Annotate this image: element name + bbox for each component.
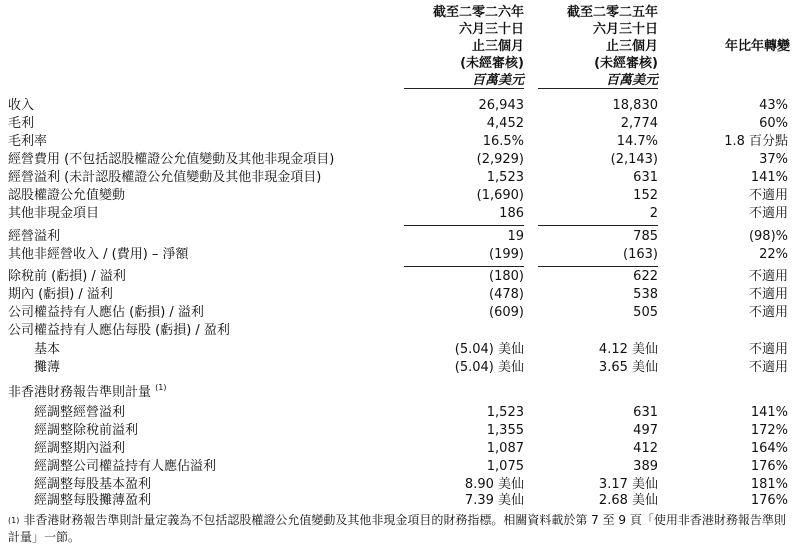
row-label: 公司權益持有人應佔 (虧損) / 溢利 bbox=[8, 305, 204, 320]
header-rule bbox=[538, 88, 658, 89]
value-2025: 389 bbox=[633, 459, 658, 474]
row-label: 經調整期內溢利 bbox=[34, 441, 126, 456]
value-2026: 1,355 bbox=[486, 423, 524, 438]
value-2025: 497 bbox=[633, 423, 658, 438]
value-2026: (478) bbox=[489, 287, 524, 302]
value-yoy: 22% bbox=[759, 247, 788, 262]
table-row bbox=[0, 169, 800, 187]
value-yoy: 141% bbox=[750, 170, 788, 185]
table-row bbox=[0, 440, 800, 458]
value-2025: 3.65 美仙 bbox=[598, 360, 658, 375]
header-line: (未經審核) bbox=[594, 56, 658, 71]
header-line: 六月三十日 bbox=[592, 22, 658, 37]
value-2025: 412 bbox=[633, 441, 658, 456]
row-label: 經營溢利 (未計認股權證公允值變動及其他非現金項目) bbox=[8, 170, 322, 185]
value-2026: 1,075 bbox=[486, 459, 524, 474]
value-yoy: 43% bbox=[759, 98, 788, 113]
row-label: 經調整除稅前溢利 bbox=[34, 423, 139, 438]
table-row bbox=[0, 341, 800, 359]
value-2025: 622 bbox=[633, 269, 658, 284]
row-label: 其他非經營收入 / (費用) – 淨額 bbox=[8, 247, 189, 262]
footnote-marker: (1) bbox=[8, 516, 20, 525]
value-yoy: 37% bbox=[759, 152, 788, 167]
value-2025: 538 bbox=[633, 287, 658, 302]
value-yoy: 不適用 bbox=[748, 206, 788, 221]
table-row bbox=[0, 492, 800, 510]
table-row bbox=[0, 115, 800, 133]
value-yoy: (98)% bbox=[748, 229, 788, 244]
row-label: 經調整經營溢利 bbox=[34, 405, 126, 420]
table-row bbox=[0, 246, 800, 264]
value-2026: (609) bbox=[489, 305, 524, 320]
row-label: 其他非現金項目 bbox=[8, 206, 100, 221]
value-2026: (1,690) bbox=[476, 188, 524, 203]
value-2026: 26,943 bbox=[478, 98, 524, 113]
value-2025: 2.68 美仙 bbox=[598, 493, 658, 508]
value-2025: 631 bbox=[633, 405, 658, 420]
value-2025: 4.12 美仙 bbox=[598, 342, 658, 357]
row-label: 認股權證公允值變動 bbox=[8, 188, 126, 203]
row-label: 攤薄 bbox=[34, 360, 61, 375]
footnote-reference: (1) bbox=[155, 383, 167, 392]
value-2026: (5.04) 美仙 bbox=[454, 342, 524, 357]
table-row bbox=[0, 422, 800, 440]
row-label: 除稅前 (虧損) / 溢利 bbox=[8, 269, 126, 284]
table-row bbox=[0, 228, 800, 246]
row-label: 經營費用 (不包括認股權證公允值變動及其他非現金項目) bbox=[8, 152, 335, 167]
value-yoy: 不適用 bbox=[748, 188, 788, 203]
table-row bbox=[0, 322, 800, 340]
row-label: 毛利率 bbox=[8, 134, 48, 149]
row-label: 公司權益持有人應佔每股 (虧損) / 盈利 bbox=[8, 323, 230, 338]
value-2025: 14.7% bbox=[616, 134, 658, 149]
column-header-2025 bbox=[478, 4, 658, 89]
value-2026: (180) bbox=[489, 269, 524, 284]
section-heading-label bbox=[8, 384, 167, 402]
value-yoy: 1.8 百分點 bbox=[724, 134, 788, 149]
row-label: 期內 (虧損) / 溢利 bbox=[8, 287, 113, 302]
value-yoy: 不適用 bbox=[748, 305, 788, 320]
value-2025: 18,830 bbox=[612, 98, 658, 113]
value-yoy: 60% bbox=[759, 116, 788, 131]
table-row bbox=[0, 205, 800, 223]
section-heading-text: 非香港財務報告準則計量 bbox=[8, 385, 152, 400]
value-2025: 631 bbox=[633, 170, 658, 185]
subtotal-rule bbox=[404, 225, 524, 226]
value-2025: 3.17 美仙 bbox=[598, 477, 658, 492]
value-2025: (163) bbox=[623, 247, 658, 262]
value-2026: 7.39 美仙 bbox=[464, 493, 524, 508]
table-row bbox=[0, 304, 800, 322]
table-row bbox=[0, 97, 800, 115]
value-2026: 16.5% bbox=[482, 134, 524, 149]
value-yoy: 不適用 bbox=[748, 287, 788, 302]
value-2026: 1,087 bbox=[486, 441, 524, 456]
value-2025: 2 bbox=[649, 206, 658, 221]
value-yoy: 不適用 bbox=[748, 360, 788, 375]
value-2025: 505 bbox=[633, 305, 658, 320]
value-2026: 8.90 美仙 bbox=[464, 477, 524, 492]
footnote bbox=[8, 512, 792, 546]
column-header-yoy bbox=[670, 38, 790, 55]
value-yoy: 164% bbox=[750, 441, 788, 456]
row-label: 經調整公司權益持有人應佔溢利 bbox=[34, 459, 217, 474]
row-label: 基本 bbox=[34, 342, 61, 357]
subtotal-rule bbox=[538, 225, 658, 226]
header-rule bbox=[404, 88, 524, 89]
header-line: 截至二零二五年 bbox=[566, 5, 658, 20]
row-label: 收入 bbox=[8, 98, 35, 113]
row-label: 毛利 bbox=[8, 116, 35, 131]
subtotal-rule bbox=[538, 266, 658, 267]
header-line: 止三個月 bbox=[471, 39, 524, 54]
footnote-text: 非香港財務報告準則計量定義為不包括認股權證公允值變動及其他非現金項目的財務指標。相關資料載於第 7 至 9 頁「使用非香港財務報告準則計量」一節。 bbox=[8, 513, 786, 544]
value-2025: (2,143) bbox=[610, 152, 658, 167]
value-2026: (199) bbox=[489, 247, 524, 262]
table-row bbox=[0, 286, 800, 304]
table-row bbox=[0, 359, 800, 377]
unit-label: 百萬美元 bbox=[471, 73, 524, 88]
row-label: 經營溢利 bbox=[8, 229, 61, 244]
value-yoy: 不適用 bbox=[748, 342, 788, 357]
table-row bbox=[0, 133, 800, 151]
value-2026: (2,929) bbox=[476, 152, 524, 167]
table-row bbox=[0, 268, 800, 286]
value-2026: 1,523 bbox=[486, 405, 524, 420]
unit-label: 百萬美元 bbox=[605, 73, 658, 88]
value-2026: 4,452 bbox=[486, 116, 524, 131]
subtotal-rule bbox=[404, 266, 524, 267]
table-row bbox=[0, 151, 800, 169]
header-line: (未經審核) bbox=[460, 56, 524, 71]
value-2025: 152 bbox=[633, 188, 658, 203]
value-yoy: 176% bbox=[750, 459, 788, 474]
header-line: 止三個月 bbox=[605, 39, 658, 54]
value-2026: (5.04) 美仙 bbox=[454, 360, 524, 375]
value-2025: 785 bbox=[633, 229, 658, 244]
value-yoy: 176% bbox=[750, 493, 788, 508]
value-2026: 19 bbox=[507, 229, 524, 244]
value-yoy: 不適用 bbox=[748, 269, 788, 284]
value-yoy: 172% bbox=[750, 423, 788, 438]
value-2026: 186 bbox=[499, 206, 524, 221]
row-label: 經調整每股基本盈利 bbox=[34, 477, 152, 492]
value-2026: 1,523 bbox=[486, 170, 524, 185]
header-line: 六月三十日 bbox=[458, 22, 524, 37]
header-line: 截至二零二六年 bbox=[432, 5, 524, 20]
row-label: 經調整每股攤薄盈利 bbox=[34, 493, 152, 508]
table-row bbox=[0, 458, 800, 476]
header-line: 年比年轉變 bbox=[724, 39, 790, 54]
table-row bbox=[0, 404, 800, 422]
section-heading bbox=[0, 384, 800, 402]
table-row bbox=[0, 187, 800, 205]
value-yoy: 141% bbox=[750, 405, 788, 420]
value-2025: 2,774 bbox=[620, 116, 658, 131]
value-yoy: 181% bbox=[750, 477, 788, 492]
